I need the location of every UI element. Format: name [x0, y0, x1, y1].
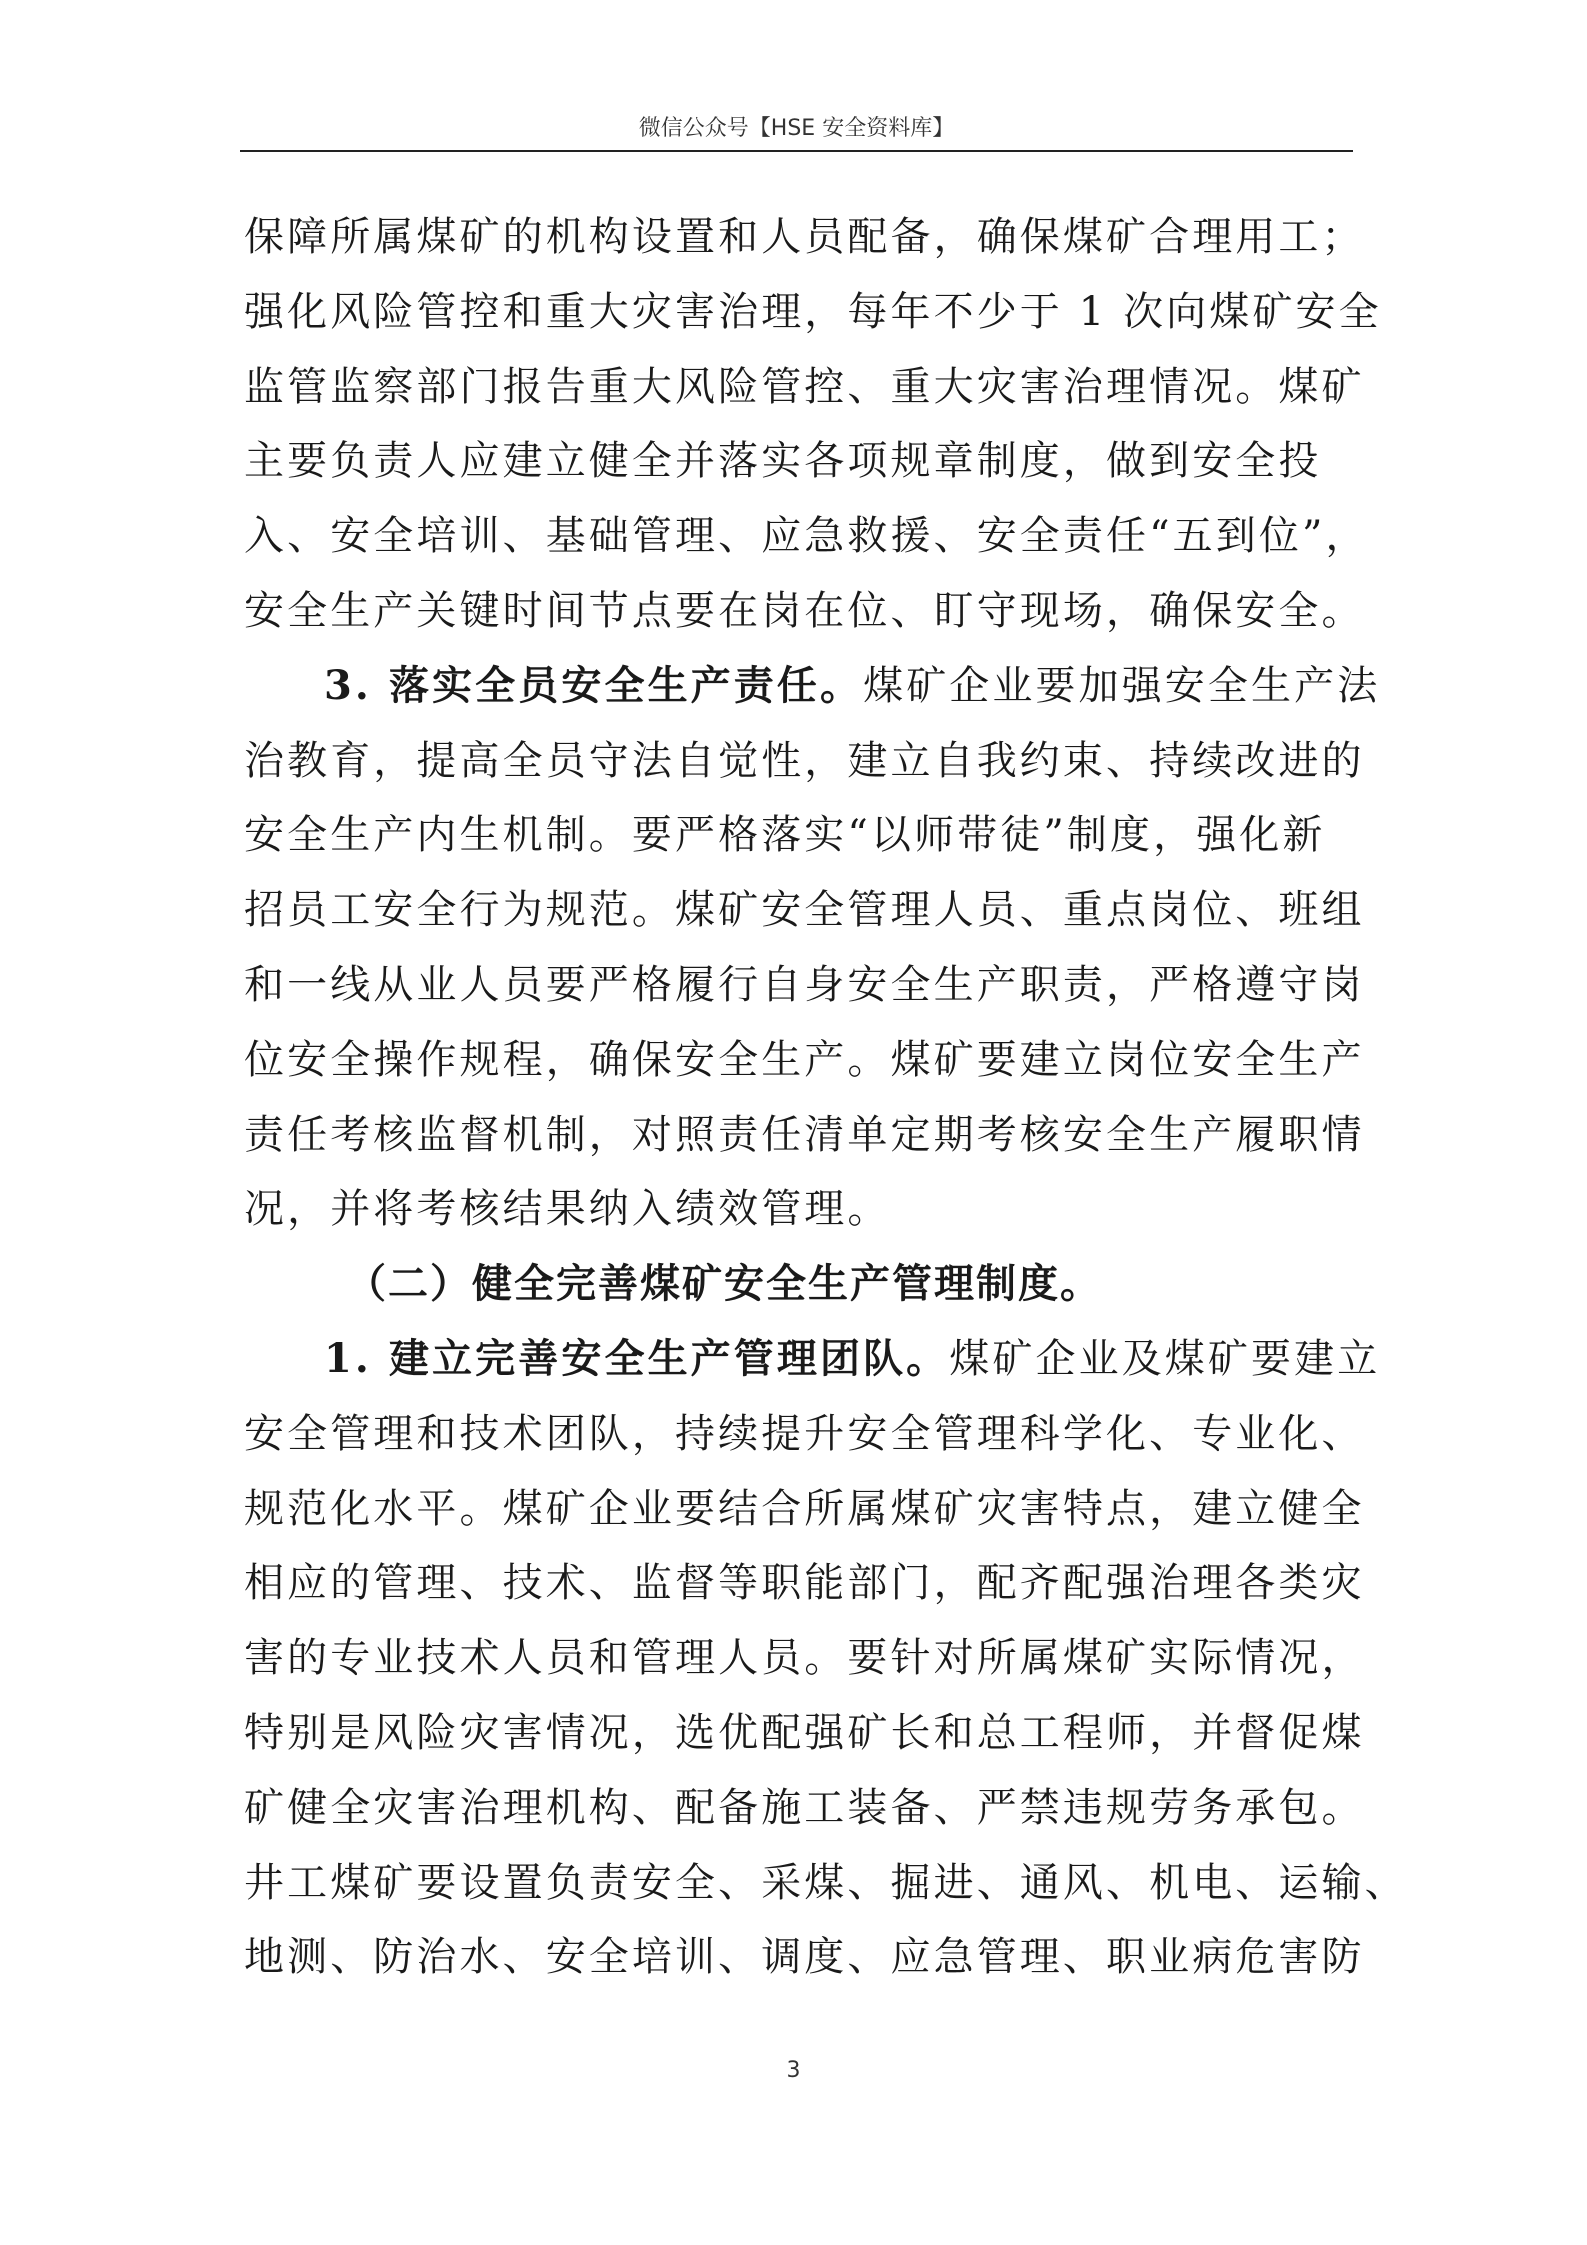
text-line: 规范化水平。煤矿企业要结合所属煤矿灾害特点，建立健全 [244, 1485, 1365, 1532]
text-line [244, 1322, 1381, 1397]
paragraph-continuation [244, 200, 1382, 649]
text-line: 招员工安全行为规范。煤矿安全管理人员、重点岗位、班组 [244, 887, 1365, 934]
document-header: 微信公众号【HSE 安全资料库】 [638, 116, 955, 141]
text-line: 安全生产内生机制。要严格落实“以师带徒”制度，强化新 [244, 812, 1326, 859]
text-line: 责任考核监督机制，对照责任清单定期考核安全生产履职情 [244, 1111, 1365, 1158]
text-line: 强化风险管控和重大灾害治理，每年不少于 1 次向煤矿安全 [244, 288, 1382, 335]
text-line: 井工煤矿要设置负责安全、采煤、掘进、通风、机电、运输、 [244, 1859, 1408, 1906]
text-line: 监管监察部门报告重大风险管控、重大灾害治理情况。煤矿 [244, 363, 1365, 410]
text-line: 和一线从业人员要严格履行自身安全生产职责，严格遵守岗 [244, 961, 1365, 1008]
paragraph-lead: 1. 建立完善安全生产管理团队。 [324, 1334, 950, 1382]
text-line [244, 649, 1381, 724]
text-line: 保障所属煤矿的机构设置和人员配备，确保煤矿合理用工； [244, 214, 1365, 260]
paragraph-lead: 3. 落实全员安全生产责任。 [324, 661, 864, 709]
text-line: 安全管理和技术团队，持续提升安全管理科学化、专业化、 [244, 1410, 1365, 1457]
text-line: 地测、防治水、安全培训、调度、应急管理、职业病危害防 [244, 1934, 1365, 1981]
text-line: 特别是风险灾害情况，选优配强矿长和总工程师，并督促煤 [244, 1709, 1365, 1756]
text-line: 入、安全培训、基础管理、应急救援、安全责任“五到位”， [244, 513, 1369, 560]
paragraph-management-team [244, 1322, 1408, 1995]
paragraph-lead-rest: 煤矿企业要加强安全生产法 [863, 662, 1381, 709]
text-line: 况，并将考核结果纳入绩效管理。 [244, 1186, 891, 1233]
document-body [244, 200, 1408, 1995]
text-line: 位安全操作规程，确保安全生产。煤矿要建立岗位安全生产 [244, 1036, 1365, 1083]
text-line: 安全生产关键时间节点要在岗在位、盯守现场，确保安全。 [244, 587, 1365, 634]
header-divider [240, 150, 1353, 152]
text-line: 主要负责人应建立健全并落实各项规章制度，做到安全投 [244, 438, 1322, 485]
text-line: 相应的管理、技术、监督等职能部门，配齐配强治理各类灾 [244, 1560, 1365, 1607]
page-number: 3 [786, 2058, 801, 2083]
paragraph-lead-rest: 煤矿企业及煤矿要建立 [949, 1335, 1381, 1382]
section-heading: （二）健全完善煤矿安全生产管理制度。 [346, 1260, 1102, 1308]
text-line: 矿健全灾害治理机构、配备施工装备、严禁违规劳务承包。 [244, 1784, 1365, 1831]
text-line: 害的专业技术人员和管理人员。要针对所属煤矿实际情况， [244, 1635, 1365, 1682]
text-line: 治教育，提高全员守法自觉性，建立自我约束、持续改进的 [244, 737, 1365, 784]
paragraph-employee-responsibility [244, 649, 1381, 1247]
